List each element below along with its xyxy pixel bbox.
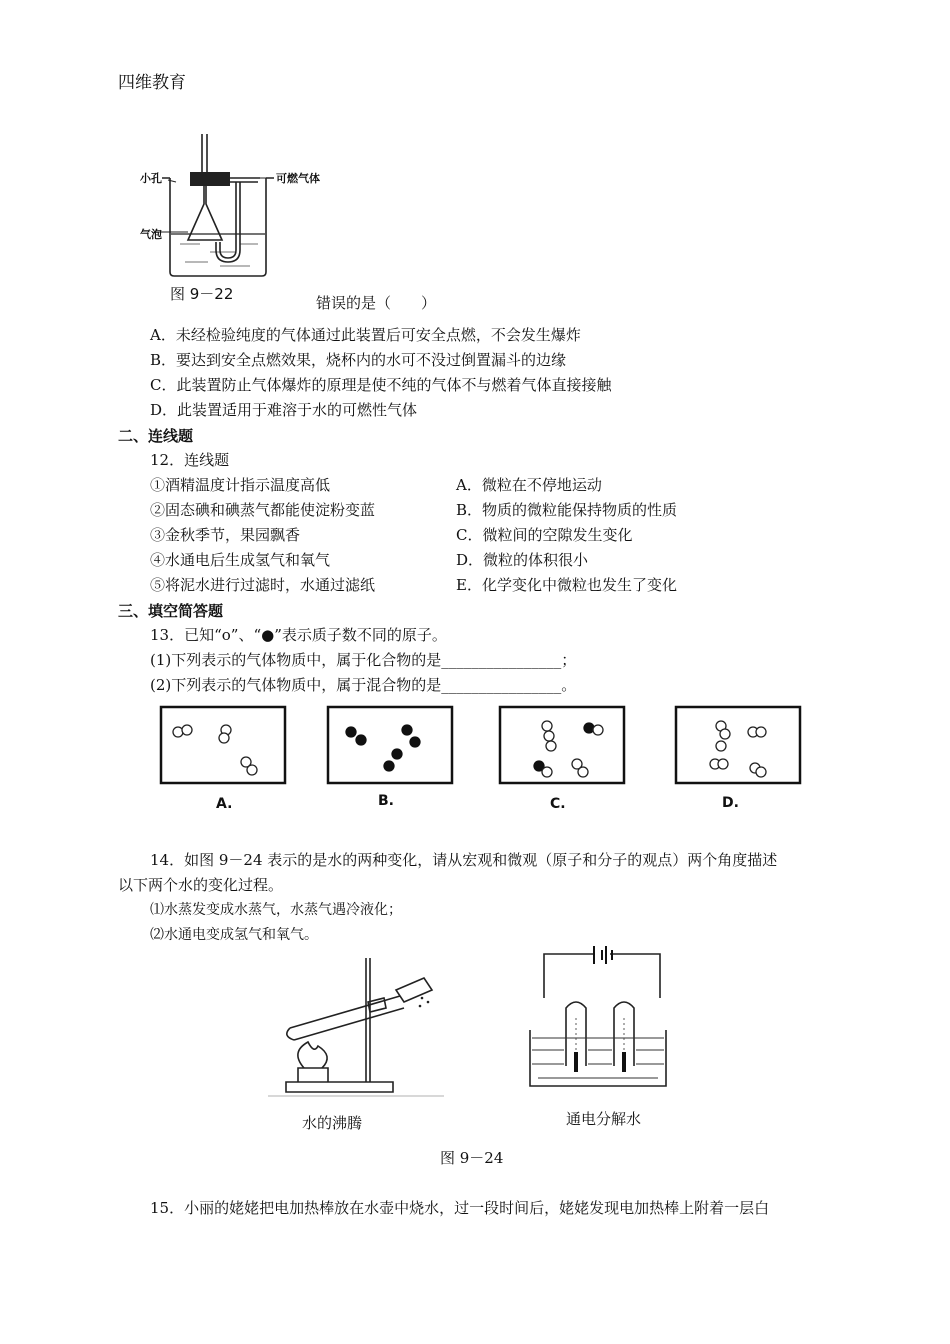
- match-right-c: C．微粒间的空隙发生变化: [456, 526, 633, 544]
- molecule-box-c: [499, 706, 629, 786]
- match-left-2: ②固态碘和碘蒸气都能使淀粉变蓝: [150, 501, 376, 519]
- q15-stem-line1: 15．小丽的姥姥把电加热棒放在水壶中烧水，过一段时间后，姥姥发现电加热棒上附着一层白: [150, 1199, 770, 1217]
- electrolysis-caption: 通电分解水: [566, 1110, 642, 1128]
- q13-stem: 13．已知“o”、“●”表示质子数不同的原子。: [150, 626, 447, 644]
- label-bubble: 气泡: [140, 228, 162, 241]
- q11-option-d: D．此装置适用于难溶于水的可燃性气体: [150, 401, 418, 419]
- q11-option-a: A．未经检验纯度的气体通过此装置后可安全点燃，不会发生爆炸: [150, 326, 581, 344]
- molecule-box-a: [160, 706, 290, 786]
- match-right-d: D．微粒的体积很小: [456, 551, 589, 569]
- box-label-c: C.: [550, 796, 566, 812]
- box-label-b: B.: [378, 793, 394, 809]
- match-left-4: ④水通电后生成氢气和氧气: [150, 551, 331, 569]
- figure-9-22-apparatus: [140, 134, 340, 294]
- label-combustible-gas: 可燃气体: [276, 172, 320, 185]
- match-right-a: A．微粒在不停地运动: [456, 476, 602, 494]
- figure-9-24-caption: 图 9－24: [440, 1149, 504, 1167]
- match-left-3: ③金秋季节，果园飘香: [150, 526, 301, 544]
- q14-stem-line2: 以下两个水的变化过程。: [118, 876, 284, 894]
- match-right-b: B．物质的微粒能保持物质的性质: [456, 501, 678, 519]
- q11-option-b: B．要达到安全点燃效果，烧杯内的水可不没过倒置漏斗的边缘: [150, 351, 567, 369]
- boiling-water-figure: [268, 950, 448, 1100]
- electrolysis-figure: [528, 946, 668, 1086]
- q12-title: 12．连线题: [150, 451, 230, 469]
- q13-part2: (2)下列表示的气体物质中，属于混合物的是________________。: [150, 676, 577, 694]
- box-label-d: D.: [722, 795, 739, 811]
- q11-stem-tail: 错误的是（ ）: [316, 294, 437, 312]
- q11-option-c: C．此装置防止气体爆炸的原理是使不纯的气体不与燃着气体直接接触: [150, 376, 612, 394]
- match-right-e: E．化学变化中微粒也发生了变化: [456, 576, 677, 594]
- match-left-1: ①酒精温度计指示温度高低: [150, 476, 331, 494]
- box-label-a: A.: [216, 796, 233, 812]
- q13-part1: (1)下列表示的气体物质中，属于化合物的是________________；: [150, 651, 577, 669]
- figure-9-22-caption: 图 9－22: [170, 285, 234, 303]
- page-header: 四维教育: [118, 73, 186, 93]
- molecule-box-d: [675, 706, 805, 786]
- label-small-hole: 小孔: [140, 172, 162, 185]
- q14-stem-line1: 14．如图 9－24 表示的是水的两种变化，请从宏观和微观（原子和分子的观点）两个角度描述: [150, 851, 778, 869]
- match-left-5: ⑤将泥水进行过滤时，水通过滤纸: [150, 576, 376, 594]
- section-heading-fill-in: 三、填空简答题: [118, 602, 224, 620]
- section-heading-matching: 二、连线题: [118, 427, 194, 445]
- q14-part2: ⑵水通电变成氢气和氧气。: [150, 927, 318, 943]
- boiling-water-caption: 水的沸腾: [302, 1114, 363, 1132]
- molecule-box-b: [327, 706, 457, 786]
- q14-part1: ⑴水蒸发变成水蒸气，水蒸气遇冷液化；: [150, 902, 402, 918]
